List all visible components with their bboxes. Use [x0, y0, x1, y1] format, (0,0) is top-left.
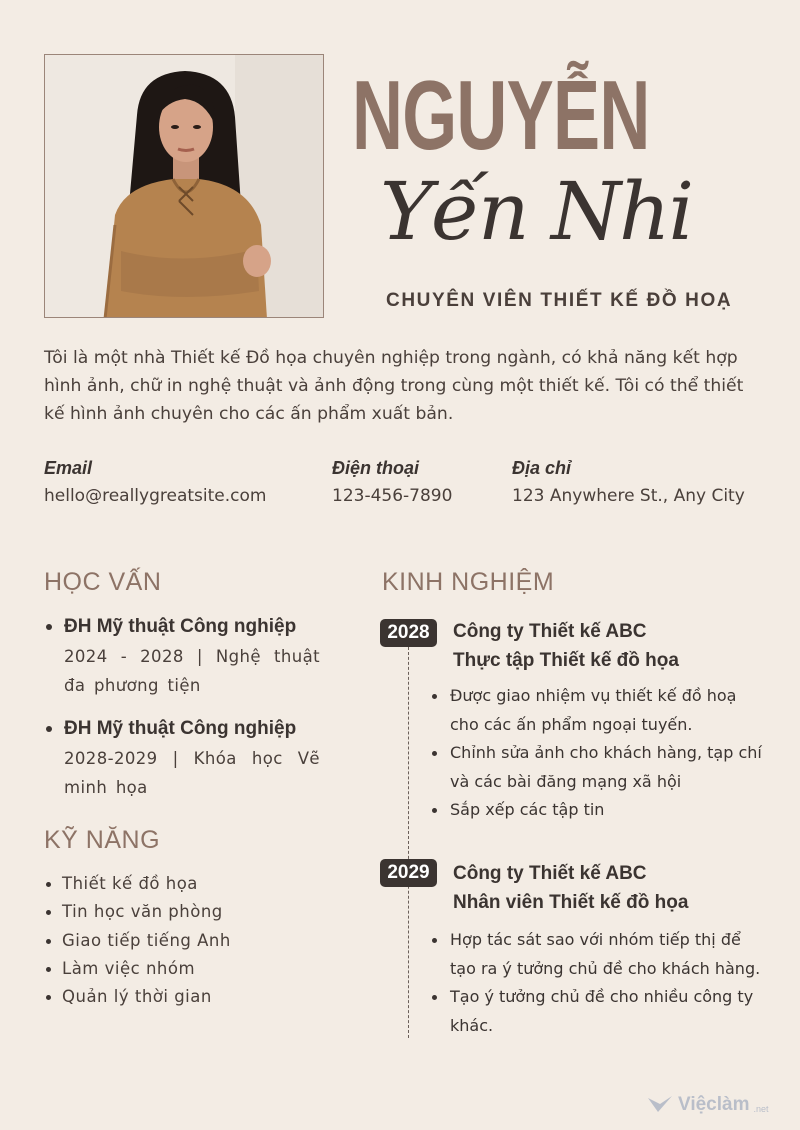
contact-value[interactable]: 123-456-7890	[332, 486, 453, 506]
contact-label: Email	[44, 458, 93, 478]
list-item: Tin học văn phòng	[44, 898, 231, 926]
contact-value: 123 Anywhere St., Any City	[512, 486, 745, 506]
watermark-text: Việclàm	[678, 1094, 750, 1115]
contact-phone	[332, 458, 452, 506]
list-item: Chỉnh sửa ảnh cho khách hàng, tạp chí và các bài đăng mạng xã hội	[430, 739, 766, 796]
year-badge: 2028	[380, 619, 437, 647]
list-item: Quản lý thời gian	[44, 983, 231, 1011]
list-item: Làm việc nhóm	[44, 955, 231, 983]
company-name: Công ty Thiết kế ABC	[453, 863, 647, 884]
contact-value[interactable]: hello@reallygreatsite.com	[44, 486, 267, 506]
vieclam-logo-icon	[646, 1094, 674, 1116]
timeline-line	[408, 642, 409, 1038]
job-header	[453, 859, 773, 917]
list-item: Giao tiếp tiếng Anh	[44, 927, 231, 955]
list-item	[44, 714, 320, 802]
edu-school: ĐH Mỹ thuật Công nghiệp	[64, 718, 297, 739]
duty-list	[430, 682, 766, 825]
edu-detail: 2028-2029 | Khóa học Vẽ minh họa	[64, 749, 320, 797]
list-item: Thiết kế đồ họa	[44, 870, 231, 898]
job-role: Nhân viên Thiết kế đồ họa	[453, 892, 689, 913]
skills-list	[44, 870, 231, 1011]
contact-label: Điện thoại	[332, 458, 420, 478]
list-item: Sắp xếp các tập tin	[430, 796, 766, 825]
contact-address	[512, 458, 745, 506]
edu-school: ĐH Mỹ thuật Công nghiệp	[64, 616, 297, 637]
list-item	[44, 612, 320, 700]
watermark-suffix: .net	[753, 1104, 769, 1114]
edu-detail: 2024 - 2028 | Nghệ thuật đa phương tiện	[64, 647, 320, 695]
given-name: Yến Nhi	[380, 165, 693, 258]
job-title: CHUYÊN VIÊN THIẾT KẾ ĐỒ HOẠ	[386, 290, 733, 311]
list-item: Hợp tác sát sao với nhóm tiếp thị để tạo ra ý tưởng chủ đề cho khách hàng.	[430, 926, 766, 983]
year-badge: 2029	[380, 859, 437, 887]
contact-email	[44, 458, 266, 506]
about-paragraph: Tôi là một nhà Thiết kế Đồ họa chuyên nghiệp trong ngành, có khả năng kết hợp hình ảnh, chữ in nghệ thuật và ảnh động trong cùng một thiết kế. Tôi có thể thiết kế hình ảnh chuyên cho các ấn phẩm xuất bản.	[44, 348, 744, 424]
job-header	[453, 617, 773, 675]
education-list	[44, 612, 320, 816]
company-name: Công ty Thiết kế ABC	[453, 621, 647, 642]
contact-label: Địa chỉ	[512, 458, 572, 478]
profile-photo	[44, 54, 324, 318]
duty-list	[430, 926, 766, 1040]
family-name: NGUYỄN	[352, 60, 650, 170]
education-heading: HỌC VẤN	[44, 568, 162, 596]
skills-heading: KỸ NĂNG	[44, 826, 161, 854]
watermark	[646, 1090, 769, 1120]
portrait-illustration	[45, 55, 324, 318]
list-item: Tạo ý tưởng chủ đề cho nhiều công ty khác.	[430, 983, 766, 1040]
job-role: Thực tập Thiết kế đồ họa	[453, 650, 679, 671]
list-item: Được giao nhiệm vụ thiết kế đồ hoạ cho các ấn phẩm ngoại tuyến.	[430, 682, 766, 739]
experience-heading: KINH NGHIỆM	[382, 568, 555, 596]
